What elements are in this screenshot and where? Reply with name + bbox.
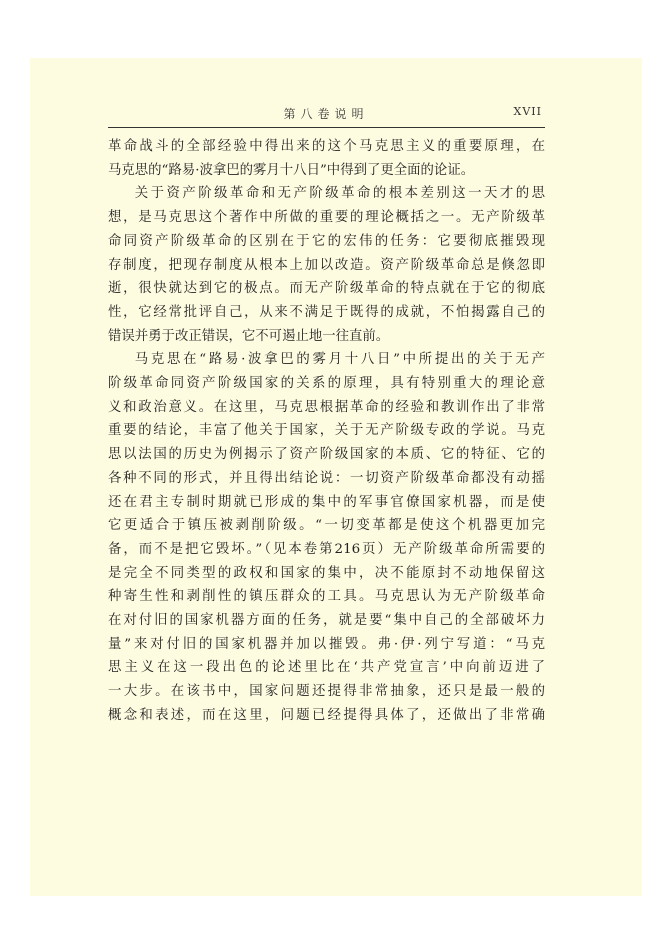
- running-header: [108, 105, 544, 125]
- text-line: 概念和表述，而在这里，问题已经提得具体了，还做出了非常确: [108, 707, 545, 723]
- text-line: 还在君主专制时期就已形成的集中的军事官僚国家机器，而是使: [108, 494, 545, 510]
- text-line: 在对付旧的国家机器方面的任务，就是要“集中自己的全部破坏力: [108, 613, 545, 629]
- text-line: 想，是马克思这个著作中所做的重要的理论概括之一。无产阶级革: [108, 210, 545, 226]
- text-line: 存制度，把现存制度从根本上加以改造。资产阶级革命总是倏忽即: [108, 257, 545, 273]
- text-line: 马克思在“路易·波拿巴的雾月十八日”中所提出的关于无产: [134, 352, 545, 368]
- text-line: 重要的结论，丰富了他关于国家，关于无产阶级专政的学说。马克: [108, 423, 545, 439]
- text-line: 革命战斗的全部经验中得出来的这个马克思主义的重要原理，在: [108, 139, 545, 154]
- text-line: 性，它经常批评自己，从来不满足于既得的成就，不怕揭露自己的: [108, 304, 545, 320]
- text-line: 种寄生性和剥削性的镇压群众的工具。马克思认为无产阶级革命: [108, 589, 545, 605]
- text-line: 一大步。在该书中，国家问题还提得非常抽象，还只是最一般的: [108, 684, 545, 700]
- text-line: 量”来对付旧的国家机器并加以摧毁。弗·伊·列宁写道：“马克: [108, 636, 545, 652]
- text-line: 是完全不同类型的政权和国家的集中，决不能原封不动地保留这: [108, 565, 545, 581]
- text-line: 关于资产阶级革命和无产阶级革命的根本差别这一天才的思: [134, 186, 545, 202]
- text-line: 备，而不是把它毁坏。”（见本卷第216页）无产阶级革命所需要的: [108, 541, 545, 557]
- text-line: 思以法国的历史为例揭示了资产阶级国家的本质、它的特征、它的: [108, 447, 545, 463]
- text-line: 命同资产阶级革命的区别在于它的宏伟的任务：它要彻底摧毁现: [108, 233, 545, 249]
- header-rule: [108, 127, 545, 128]
- text-line: 思主义在这一段出色的论述里比在‘共产党宣言’中向前迈进了: [108, 660, 545, 676]
- body-text: [108, 135, 545, 728]
- text-line: 马克思的“路易·波拿巴的雾月十八日”中得到了更全面的论证。: [108, 162, 475, 178]
- text-line: 阶级革命同资产阶级国家的关系的原理，具有特别重大的理论意: [108, 376, 545, 392]
- page-number: XVII: [513, 105, 542, 118]
- text-line: 它更适合于镇压被剥削阶级。“一切变革都是使这个机器更加完: [108, 518, 545, 534]
- text-line: 错误并勇于改正错误，它不可遏止地一往直前。: [108, 328, 390, 344]
- text-line: 义和政治意义。在这里，马克思根据革命的经验和教训作出了非常: [108, 399, 545, 415]
- header-title: 第八卷说明: [283, 107, 369, 121]
- text-line: 逝，很快就达到它的极点。而无产阶级革命的特点就在于它的彻底: [108, 281, 545, 297]
- text-line: 各种不同的形式，并且得出结论说：一切资产阶级革命都没有动摇: [108, 470, 545, 486]
